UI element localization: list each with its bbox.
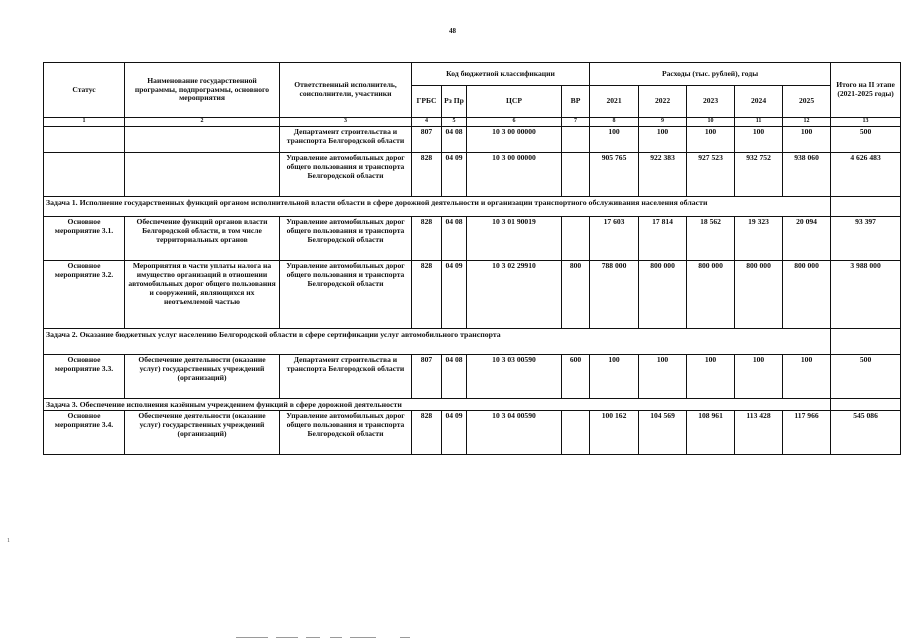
header-program-name: Наименование государственной программы, подпрограммы, основного мероприятия — [125, 63, 280, 118]
header-year-2024: 2024 — [735, 86, 783, 118]
rzpr-cell: 04 08 — [442, 355, 467, 399]
margin-mark: 1 — [7, 538, 10, 544]
task-title: Задача 1. Исполнение государственных функций органом исполнительной власти области в сфере дорожной деятельности и организации транспортного обслуживания населения области — [44, 197, 831, 217]
status-cell: Основное мероприятие 3.3. — [44, 355, 125, 399]
program-name-cell — [125, 153, 280, 197]
value-2022-cell: 104 569 — [639, 411, 687, 455]
value-2022-cell: 17 814 — [639, 217, 687, 261]
value-2021-cell: 17 603 — [590, 217, 639, 261]
value-2022-cell: 800 000 — [639, 261, 687, 329]
value-2022-cell: 100 — [639, 127, 687, 153]
task-title: Задача 2. Оказание бюджетных услуг населению Белгородской области в сфере сертификации услуг автомобильного транспорта — [44, 329, 831, 355]
executor-cell: Управление автомобильных дорог общего пользования и транспорта Белгородской области — [280, 217, 412, 261]
table-row — [44, 411, 901, 455]
task-total-empty — [831, 329, 901, 355]
page-number: 48 — [449, 27, 456, 35]
status-cell — [44, 127, 125, 153]
value-2022-cell: 100 — [639, 355, 687, 399]
table-body — [44, 127, 901, 455]
task-total-empty — [831, 197, 901, 217]
grbs-cell: 828 — [412, 411, 442, 455]
header-year-2022: 2022 — [639, 86, 687, 118]
column-number-row — [44, 118, 901, 127]
value-2025-cell: 938 060 — [783, 153, 831, 197]
grbs-cell: 828 — [412, 153, 442, 197]
value-2023-cell: 927 523 — [687, 153, 735, 197]
csr-cell: 10 3 03 00590 — [467, 355, 562, 399]
column-number-4: 4 — [412, 118, 442, 127]
value-2021-cell: 100 162 — [590, 411, 639, 455]
table-row — [44, 217, 901, 261]
executor-cell: Управление автомобильных дорог общего пользования и транспорта Белгородской области — [280, 153, 412, 197]
value-2025-cell: 800 000 — [783, 261, 831, 329]
header-budget-code: Код бюджетной классификации — [412, 63, 590, 86]
header-year-2021: 2021 — [590, 86, 639, 118]
header-csr: ЦСР — [467, 86, 562, 118]
column-number-7: 7 — [562, 118, 590, 127]
csr-cell: 10 3 00 00000 — [467, 153, 562, 197]
value-2024-cell: 800 000 — [735, 261, 783, 329]
program-name-cell: Обеспечение функций органов власти Белгородской области, в том числе территориальных органов — [125, 217, 280, 261]
csr-cell: 10 3 00 00000 — [467, 127, 562, 153]
total-cell: 3 988 000 — [831, 261, 901, 329]
table-row — [44, 355, 901, 399]
total-cell: 545 086 — [831, 411, 901, 455]
value-2021-cell: 788 000 — [590, 261, 639, 329]
task-row — [44, 197, 901, 217]
column-number-3: 3 — [280, 118, 412, 127]
value-2023-cell: 100 — [687, 355, 735, 399]
value-2025-cell: 20 094 — [783, 217, 831, 261]
grbs-cell: 828 — [412, 217, 442, 261]
executor-cell: Департамент строительства и транспорта Белгородской области — [280, 355, 412, 399]
column-number-9: 9 — [639, 118, 687, 127]
total-cell: 4 626 483 — [831, 153, 901, 197]
header-grbs: ГРБС — [412, 86, 442, 118]
task-row — [44, 399, 901, 411]
value-2021-cell: 100 — [590, 127, 639, 153]
column-number-1: 1 — [44, 118, 125, 127]
value-2024-cell: 932 752 — [735, 153, 783, 197]
value-2023-cell: 800 000 — [687, 261, 735, 329]
total-cell: 93 397 — [831, 217, 901, 261]
vr-cell — [562, 411, 590, 455]
rzpr-cell: 04 09 — [442, 261, 467, 329]
header-executor: Ответственный исполнитель, соисполнители, участники — [280, 63, 412, 118]
status-cell: Основное мероприятие 3.1. — [44, 217, 125, 261]
header-rzpr: Рз Пр — [442, 86, 467, 118]
csr-cell: 10 3 04 00590 — [467, 411, 562, 455]
program-name-cell — [125, 127, 280, 153]
rzpr-cell: 04 09 — [442, 153, 467, 197]
total-cell: 500 — [831, 355, 901, 399]
grbs-cell: 828 — [412, 261, 442, 329]
column-number-5: 5 — [442, 118, 467, 127]
value-2021-cell: 100 — [590, 355, 639, 399]
column-number-2: 2 — [125, 118, 280, 127]
grbs-cell: 807 — [412, 355, 442, 399]
header-year-2025: 2025 — [783, 86, 831, 118]
value-2022-cell: 922 383 — [639, 153, 687, 197]
value-2025-cell: 100 — [783, 127, 831, 153]
rzpr-cell: 04 08 — [442, 217, 467, 261]
vr-cell: 600 — [562, 355, 590, 399]
task-total-empty — [831, 399, 901, 411]
value-2021-cell: 905 765 — [590, 153, 639, 197]
table-row — [44, 127, 901, 153]
task-title: Задача 3. Обеспечение исполнения казённым учреждением функций в сфере дорожной деятельности — [44, 399, 831, 411]
executor-cell: Управление автомобильных дорог общего пользования и транспорта Белгородской области — [280, 411, 412, 455]
header-total: Итого на II этапе (2021-2025 годы) — [831, 63, 901, 118]
vr-cell — [562, 127, 590, 153]
table-header — [44, 63, 901, 127]
column-number-10: 10 — [687, 118, 735, 127]
executor-cell: Департамент строительства и транспорта Белгородской области — [280, 127, 412, 153]
value-2024-cell: 100 — [735, 127, 783, 153]
value-2024-cell: 113 428 — [735, 411, 783, 455]
grbs-cell: 807 — [412, 127, 442, 153]
program-name-cell: Обеспечение деятельности (оказание услуг) государственных учреждений (организаций) — [125, 355, 280, 399]
status-cell: Основное мероприятие 3.2. — [44, 261, 125, 329]
header-expenses: Расходы (тыс. рублей), годы — [590, 63, 831, 86]
vr-cell: 800 — [562, 261, 590, 329]
value-2024-cell: 100 — [735, 355, 783, 399]
csr-cell: 10 3 01 90019 — [467, 217, 562, 261]
value-2025-cell: 100 — [783, 355, 831, 399]
budget-table — [43, 62, 901, 455]
value-2025-cell: 117 966 — [783, 411, 831, 455]
total-cell: 500 — [831, 127, 901, 153]
column-number-6: 6 — [467, 118, 562, 127]
header-year-2023: 2023 — [687, 86, 735, 118]
program-name-cell: Обеспечение деятельности (оказание услуг) государственных учреждений (организаций) — [125, 411, 280, 455]
csr-cell: 10 3 02 29910 — [467, 261, 562, 329]
rzpr-cell: 04 09 — [442, 411, 467, 455]
header-vr: ВР — [562, 86, 590, 118]
table-row — [44, 261, 901, 329]
column-number-12: 12 — [783, 118, 831, 127]
column-number-8: 8 — [590, 118, 639, 127]
value-2023-cell: 108 961 — [687, 411, 735, 455]
executor-cell: Управление автомобильных дорог общего пользования и транспорта Белгородской области — [280, 261, 412, 329]
value-2023-cell: 100 — [687, 127, 735, 153]
program-name-cell: Мероприятия в части уплаты налога на имущество организаций в отношении автомобильных дорог общего пользования и сооружений, являющихся их неотъемлемой частью — [125, 261, 280, 329]
column-number-13: 13 — [831, 118, 901, 127]
value-2024-cell: 19 323 — [735, 217, 783, 261]
vr-cell — [562, 217, 590, 261]
table-row — [44, 153, 901, 197]
column-number-11: 11 — [735, 118, 783, 127]
vr-cell — [562, 153, 590, 197]
status-cell — [44, 153, 125, 197]
task-row — [44, 329, 901, 355]
rzpr-cell: 04 08 — [442, 127, 467, 153]
status-cell: Основное мероприятие 3.4. — [44, 411, 125, 455]
value-2023-cell: 18 562 — [687, 217, 735, 261]
header-status: Статус — [44, 63, 125, 118]
